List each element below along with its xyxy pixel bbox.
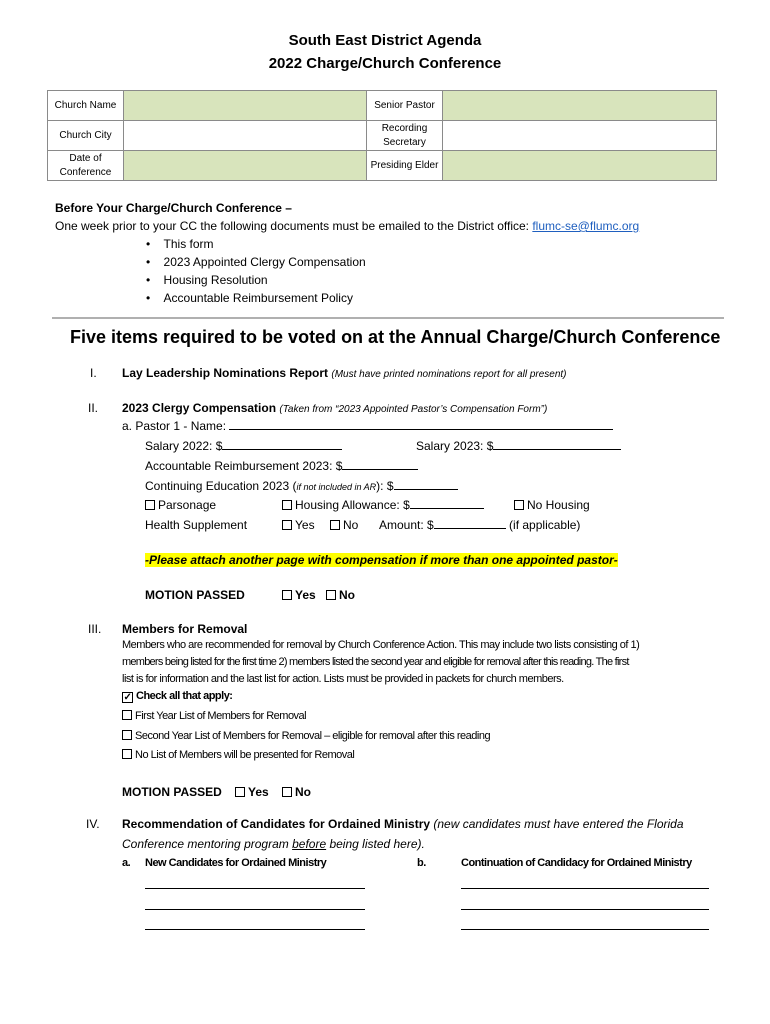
- new-candidates-heading: New Candidates for Ordained Ministry: [145, 857, 327, 869]
- checkbox-icon[interactable]: [330, 520, 340, 530]
- new-candidate-line[interactable]: [145, 919, 365, 930]
- checkmark-icon: ✓: [123, 692, 132, 703]
- continuation-candidacy-heading: Continuation of Candidacy for Ordained Ministry: [461, 857, 692, 869]
- item-3-para-line-3: list is for information and the last list for action. Lists must be provided in packets for church members.: [122, 673, 564, 685]
- bullet-item: • 2023 Appointed Clergy Compensation: [146, 255, 366, 269]
- continuation-candidate-line[interactable]: [461, 878, 709, 889]
- item-3-para-line-2: members being listed for the first time 2) members listed the second year and eligible for removal after this reading. The first: [122, 656, 629, 668]
- removal-option-1[interactable]: First Year List of Members for Removal: [122, 710, 306, 722]
- accountable-field[interactable]: [342, 459, 418, 470]
- checkbox-icon[interactable]: [282, 590, 292, 600]
- removal-option-2[interactable]: Second Year List of Members for Removal – eligible for removal after this reading: [122, 730, 490, 742]
- checkbox-icon[interactable]: [235, 787, 245, 797]
- date-of-conference-label: Date of Conference: [48, 151, 124, 181]
- date-of-conference-field[interactable]: [124, 151, 367, 181]
- checkbox-icon[interactable]: [282, 520, 292, 530]
- item-1-number: I.: [90, 366, 97, 380]
- title-line-2: 2022 Charge/Church Conference: [268, 55, 502, 72]
- salary-2023-row: [416, 439, 621, 453]
- salary-2023-label: Salary 2023: $: [416, 439, 494, 453]
- church-info-table: [47, 90, 717, 181]
- salary-2022-label: Salary 2022: $: [145, 439, 223, 453]
- no-housing-option[interactable]: No Housing: [514, 498, 590, 512]
- cont-ed-label-end: ): $: [376, 479, 394, 493]
- title-line-1: South East District Agenda: [288, 32, 482, 49]
- motion-no-option[interactable]: No: [326, 588, 355, 602]
- before-text: [55, 219, 639, 233]
- accountable-row: [145, 459, 418, 473]
- checkbox-icon[interactable]: [514, 500, 524, 510]
- item-1-title: Lay Leadership Nominations Report: [122, 366, 329, 380]
- pastor-name-row: [122, 419, 613, 433]
- motion-no-option[interactable]: No: [282, 785, 311, 799]
- cont-ed-label: Continuing Education 2023 (: [145, 479, 297, 493]
- new-candidate-line[interactable]: [145, 878, 365, 889]
- item-3-para-line-1: Members who are recommended for removal by Church Conference Action. This may include two lists consisting of 1): [122, 639, 640, 651]
- recording-secretary-field[interactable]: [443, 121, 717, 151]
- item-1-note: (Must have printed nominations report for all present): [331, 369, 567, 380]
- church-city-field[interactable]: [124, 121, 367, 151]
- continuing-education-row: [145, 479, 458, 493]
- recording-secretary-label: Recording Secretary: [367, 121, 443, 151]
- item-4-number: IV.: [86, 817, 100, 831]
- checkbox-icon[interactable]: [122, 730, 132, 740]
- item-4: [122, 817, 684, 831]
- bullet-item: • This form: [146, 237, 214, 251]
- health-amount-row: [379, 518, 580, 532]
- item-3-number: III.: [88, 622, 102, 636]
- item-2-title: 2023 Clergy Compensation: [122, 401, 277, 415]
- church-name-label: Church Name: [48, 91, 124, 121]
- checkbox-icon[interactable]: [122, 749, 132, 759]
- checkbox-icon[interactable]: [145, 500, 155, 510]
- if-applicable-label: (if applicable): [509, 518, 581, 532]
- item-2-number: II.: [88, 401, 99, 415]
- checkbox-icon[interactable]: [282, 787, 292, 797]
- pastor-name-field[interactable]: [229, 419, 613, 430]
- district-email-link[interactable]: flumc-se@flumc.org: [532, 219, 640, 233]
- church-city-label: Church City: [48, 121, 124, 151]
- before-heading: Before Your Charge/Church Conference –: [55, 201, 292, 215]
- motion-yes-option[interactable]: Yes: [235, 785, 269, 799]
- item-3-title: Members for Removal: [122, 622, 248, 636]
- new-candidate-line[interactable]: [145, 899, 365, 910]
- item-4-note: (new candidates must have entered the Florida: [433, 817, 684, 831]
- item-4-note-line-2: Conference mentoring program before being listed here).: [122, 837, 425, 851]
- continuation-candidate-line[interactable]: [461, 919, 709, 930]
- housing-allowance-field[interactable]: [410, 498, 484, 509]
- motion-passed-label: MOTION PASSED: [122, 785, 222, 799]
- amount-label: Amount: $: [379, 518, 434, 532]
- salary-2022-row: [145, 439, 342, 453]
- bullet-item: • Housing Resolution: [146, 273, 268, 287]
- motion-yes-option[interactable]: Yes: [282, 588, 316, 602]
- attach-note: -Please attach another page with compensation if more than one appointed pastor-: [145, 553, 618, 567]
- before-instructions: One week prior to your CC the following documents must be emailed to the District office:: [55, 219, 529, 233]
- presiding-elder-label: Presiding Elder: [367, 151, 443, 181]
- health-no-option[interactable]: No: [330, 518, 358, 532]
- item-2-note: (Taken from “2023 Appointed Pastor’s Compensation Form”): [279, 404, 548, 415]
- housing-allowance-option[interactable]: Housing Allowance: $: [282, 498, 484, 512]
- salary-2023-field[interactable]: [493, 439, 621, 450]
- main-heading: Five items required to be voted on at the Annual Charge/Church Conference: [70, 327, 721, 347]
- checkbox-icon[interactable]: [122, 710, 132, 720]
- check-all-label: ✓ Check all that apply:: [123, 690, 233, 703]
- health-yes-option[interactable]: Yes: [282, 518, 315, 532]
- parsonage-option[interactable]: Parsonage: [145, 498, 216, 512]
- continuation-candidate-line[interactable]: [461, 899, 709, 910]
- amount-field[interactable]: [434, 518, 506, 529]
- col-b-label: b.: [417, 857, 426, 869]
- senior-pastor-field[interactable]: [443, 91, 717, 121]
- salary-2022-field[interactable]: [222, 439, 342, 450]
- bullet-item: • Accountable Reimbursement Policy: [146, 291, 353, 305]
- health-supplement-label: Health Supplement: [145, 518, 248, 532]
- church-name-field[interactable]: [124, 91, 367, 121]
- col-a-label: a.: [122, 857, 131, 869]
- accountable-label: Accountable Reimbursement 2023: $: [145, 459, 343, 473]
- cont-ed-note: if not included in AR: [296, 482, 377, 492]
- motion-passed-label: MOTION PASSED: [145, 588, 245, 602]
- cont-ed-field[interactable]: [394, 479, 458, 490]
- item-4-title: Recommendation of Candidates for Ordained Ministry: [122, 817, 431, 831]
- removal-option-3[interactable]: No List of Members will be presented for Removal: [122, 749, 354, 761]
- presiding-elder-field[interactable]: [443, 151, 717, 181]
- checkbox-icon[interactable]: [326, 590, 336, 600]
- item-2: [122, 401, 547, 415]
- pastor-name-label: a. Pastor 1 - Name:: [122, 419, 227, 433]
- checkbox-icon[interactable]: [282, 500, 292, 510]
- section-divider: [52, 317, 724, 319]
- senior-pastor-label: Senior Pastor: [367, 91, 443, 121]
- item-1: [122, 366, 567, 380]
